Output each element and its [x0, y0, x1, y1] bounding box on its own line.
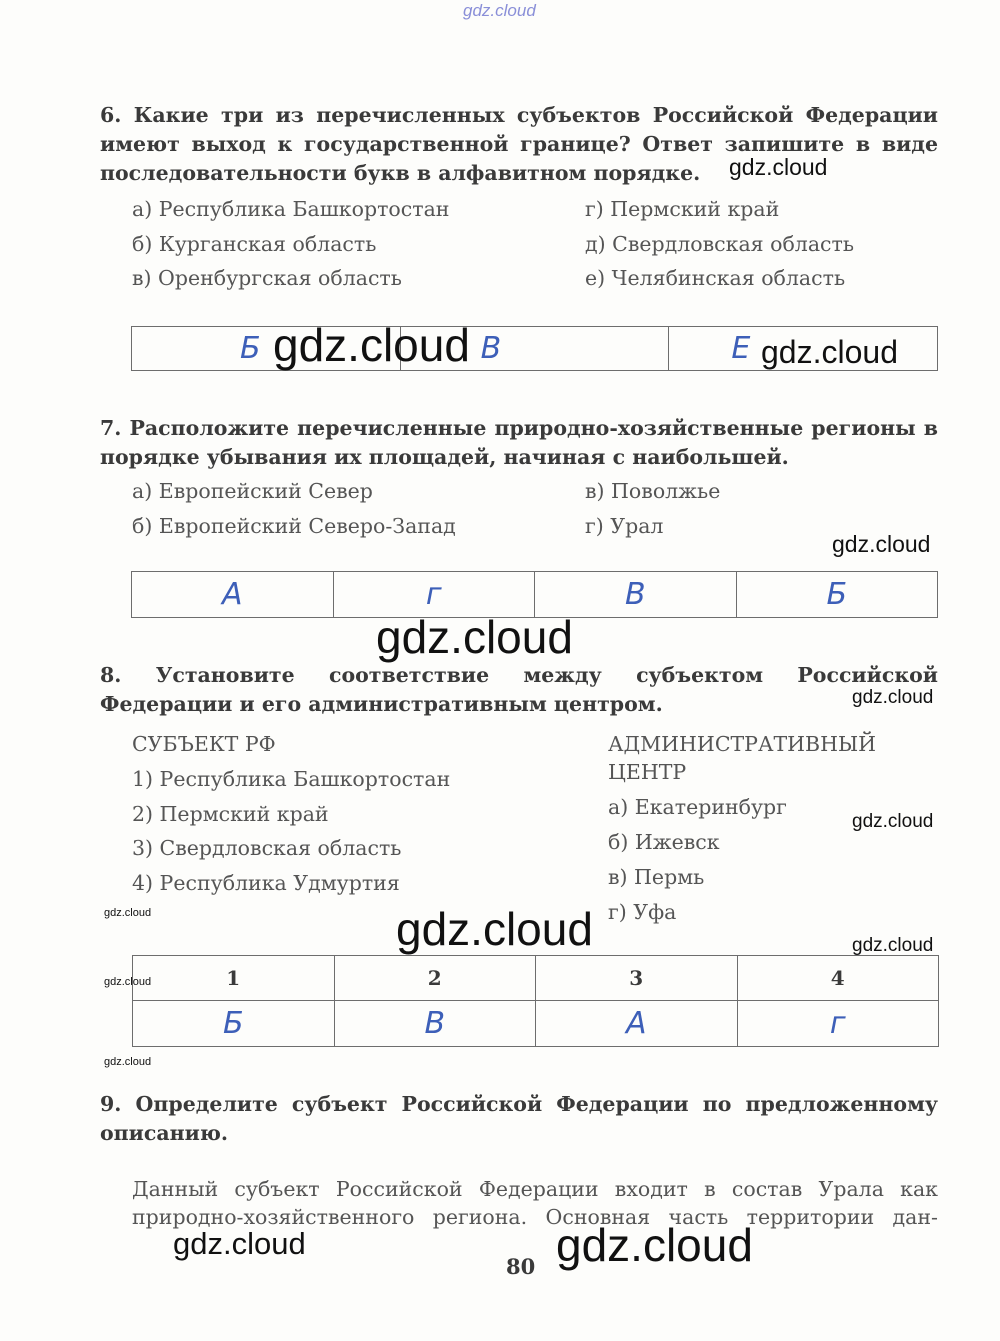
q6-option-a: а) Республика Башкортостан — [132, 197, 450, 221]
q6-option-d: д) Свердловская область — [585, 232, 855, 256]
q7-option-b: б) Европейский Северо-Запад — [132, 514, 456, 538]
page-number: 80 — [506, 1254, 536, 1279]
question-9-prompt: Определите субъект Российской Федерации по предложенному описанию. — [100, 1092, 939, 1145]
q8-right-item-v: в) Пермь — [608, 865, 705, 889]
watermark-q6-right: gdz.cloud — [729, 154, 828, 180]
watermark-q8-below-small: gdz.cloud — [104, 1056, 152, 1068]
question-7-prompt: Расположите перечисленные природно-хозяйственные регионы в порядке убывания их площадей, начиная с наибольшей. — [100, 416, 938, 469]
watermark-q7-below-table: gdz.cloud — [376, 611, 573, 663]
q8-left-header: СУБЪЕКТ РФ — [132, 732, 276, 756]
q7-option-a: а) Европейский Север — [132, 479, 373, 503]
q8-left-item-4: 4) Республика Удмуртия — [132, 871, 400, 895]
watermark-q7-right: gdz.cloud — [832, 531, 931, 557]
q8-answer-cell-2[interactable] — [334, 1001, 536, 1047]
q8-answer-cell-1[interactable] — [133, 1001, 335, 1047]
watermark-q6-table-right: gdz.cloud — [761, 334, 898, 370]
q6-option-b: б) Курганская область — [132, 232, 377, 256]
question-8-number: 8. — [100, 663, 122, 687]
q8-table-header-4: 4 — [737, 956, 939, 1001]
q7-option-v: в) Поволжье — [585, 479, 721, 503]
q7-answer-3: В — [624, 577, 646, 612]
q7-answer-cell-4[interactable] — [736, 572, 938, 618]
watermark-q8-center: gdz.cloud — [396, 903, 593, 955]
question-7-text — [100, 414, 938, 472]
q8-answer-1: Б — [222, 1006, 244, 1041]
q6-option-g: г) Пермский край — [585, 197, 780, 221]
q8-left-item-2: 2) Пермский край — [132, 802, 329, 826]
watermark-q8-table-left-small: gdz.cloud — [104, 976, 152, 988]
q8-right-header-2: ЦЕНТР — [608, 760, 687, 784]
q9-body-line-2: природно-хозяйственного региона. Основная часть территории дан- — [132, 1205, 938, 1229]
q7-option-g: г) Урал — [585, 514, 664, 538]
watermark-q8-small-left: gdz.cloud — [104, 907, 152, 919]
q8-answer-table — [132, 955, 939, 1047]
q9-body-line-1: Данный субъект Российской Федерации входит в состав Урала как — [132, 1177, 938, 1201]
q8-right-item-a: а) Екатеринбург — [608, 795, 787, 819]
watermark-bottom-left: gdz.cloud — [173, 1226, 306, 1261]
q6-answer-3: Е — [731, 331, 751, 366]
q8-answer-cell-3[interactable] — [536, 1001, 738, 1047]
watermark-q6-table-center: gdz.cloud — [273, 319, 470, 371]
q6-answer-1: Б — [240, 331, 261, 366]
q7-answer-cell-1[interactable] — [132, 572, 334, 618]
q8-right-item-g: г) Уфа — [608, 900, 677, 924]
q8-table-header-2: 2 — [334, 956, 536, 1001]
question-6-prompt: Какие три из перечисленных субъектов Российской Федерации имеют выход к государственной границе? Ответ запишите в виде последовательности букв в алфавитном порядке. — [100, 103, 939, 185]
watermark-q8-table-right: gdz.cloud — [852, 935, 934, 956]
question-8-prompt: Установите соответствие между субъектом Российской Федерации и его административным центром. — [100, 663, 939, 716]
watermark-bottom-right: gdz.cloud — [556, 1219, 753, 1271]
q7-answer-4: Б — [826, 577, 848, 612]
watermark-q8-mid-right: gdz.cloud — [852, 811, 934, 832]
q8-right-header-1: АДМИНИСТРАТИВНЫЙ — [608, 732, 877, 756]
q6-answer-2: В — [480, 331, 502, 366]
watermark-top: gdz.cloud — [463, 1, 536, 20]
q6-option-v: в) Оренбургская область — [132, 266, 402, 290]
q8-table-header-3: 3 — [536, 956, 738, 1001]
q7-answer-2: г — [425, 577, 442, 612]
q6-option-e: е) Челябинская область — [585, 266, 846, 290]
q7-answer-1: А — [221, 577, 243, 612]
q8-answer-4: г — [829, 1006, 846, 1041]
q8-right-item-b: б) Ижевск — [608, 830, 720, 854]
q8-answer-2: В — [424, 1006, 446, 1041]
question-7-number: 7. — [100, 416, 122, 440]
q8-answer-3: А — [625, 1006, 647, 1041]
question-6-number: 6. — [100, 103, 122, 127]
question-9-number: 9. — [100, 1092, 122, 1116]
question-9-text — [100, 1090, 938, 1148]
q8-left-item-3: 3) Свердловская область — [132, 836, 402, 860]
q8-answer-cell-4[interactable] — [737, 1001, 939, 1047]
question-8-text — [100, 661, 938, 719]
watermark-q8-head-right: gdz.cloud — [852, 687, 934, 708]
q8-left-item-1: 1) Республика Башкортостан — [132, 767, 451, 791]
q8-table-header-1: 1 — [133, 956, 335, 1001]
